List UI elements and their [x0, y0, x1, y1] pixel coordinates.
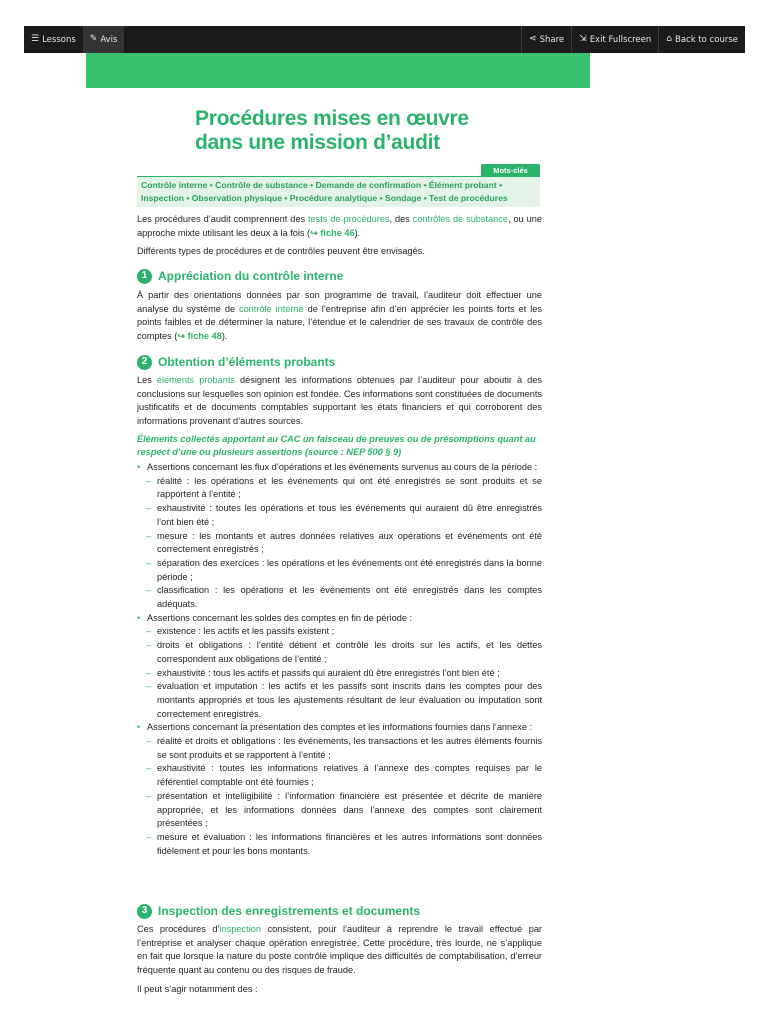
assertion-item: – classification : les opérations et les événements ont été enregistrés dans les comptes adéquats. — [137, 584, 542, 611]
assertion-item: – exhaustivité : tous les actifs et passifs qui auraient dû être enregistrés l’ont bien été ; — [137, 667, 542, 681]
section-1-heading — [137, 268, 542, 284]
section-number-badge: 3 — [137, 904, 152, 919]
section-3-paragraph-2: Il peut s’agir notamment des : — [137, 984, 258, 994]
back-to-course-button[interactable] — [659, 26, 745, 53]
section-3-title: Inspection des enregistrements et documents — [158, 904, 421, 918]
assertion-item: – mesure et évaluation : les informations financières et les autres informations sont données fidèlement et pour les bons montants. — [137, 831, 542, 858]
link-inspection[interactable]: inspection — [219, 924, 261, 934]
title-line-1: Procédures mises en œuvre — [195, 107, 469, 130]
section-1-title: Appréciation du contrôle interne — [158, 269, 344, 283]
section-1-text: À partir des orientations données par son programme de travail, l’auditeur doit effectuer une analyse du système de — [137, 290, 542, 314]
share-button[interactable] — [522, 26, 571, 53]
assertion-group: • Assertions concernant les soldes des comptes en fin de période : — [137, 612, 542, 626]
share-icon: ⋖ — [529, 34, 537, 44]
assertion-item: – exhaustivité : toutes les informations relatives à l’annexe des comptes requises par le référentiel comptable ont été fournies ; — [137, 762, 542, 789]
section-2-subtitle: Éléments collectés apportant au CAC un faisceau de preuves ou de présomptions quant au respect d’une ou plusieurs assertions (source : NEP 500 § 9) — [137, 434, 536, 457]
link-fiche-48[interactable]: ↪ fiche 48 — [177, 331, 222, 342]
viewer-toolbar — [24, 26, 745, 53]
intro-paragraph — [137, 213, 542, 240]
intro-text: ). — [354, 227, 361, 238]
link-tests-de-procedures[interactable]: tests de procédures — [308, 214, 390, 224]
notes-label: Avis — [100, 34, 118, 45]
section-2-heading — [137, 354, 542, 370]
exit-fullscreen-button[interactable] — [572, 26, 658, 53]
section-2-text: désignent les informations obtenues par l’auditeur pour aboutir à des conclusions sur lesquelles son opinion est fondée. Ces informations sont constituées de documents justificatifs et de documents comptables supportant les états financiers et qui corroborent des informations provenant d’autres sources. — [137, 375, 542, 427]
home-icon: ⌂ — [666, 34, 672, 44]
section-2-title: Obtention d’éléments probants — [158, 355, 336, 369]
assertion-item: – mesure : les montants et autres données relatives aux opérations et événements ont été correctement enregistrés ; — [137, 530, 542, 557]
assertion-group: • Assertions concernant les flux d’opérations et les événements survenus au cours de la période : — [137, 461, 542, 475]
title-line-2: dans une mission d’audit — [195, 131, 440, 154]
section-2-text: Les — [137, 375, 157, 385]
assertion-item: – présentation et intelligibilité : l’information financière est présentée et décrite de manière appropriée, et les informations données dans l’annexe des comptes sont clairement présentées ; — [137, 790, 542, 831]
assertion-item: – évaluation et imputation : les actifs et les passifs sont inscrits dans les comptes pour des montants appropriés et tous les ajustements résultant de leur évaluation ou imputation sont correctement enregistrés. — [137, 680, 542, 721]
keywords-box — [137, 176, 540, 207]
keywords-line-2: Inspection • Observation physique • Procédure analytique • Sondage • Test de procédures — [141, 192, 508, 203]
link-elements-probants[interactable]: éléments probants — [156, 375, 235, 385]
back-to-course-label: Back to course — [675, 34, 738, 45]
pencil-icon: ✎ — [89, 34, 98, 44]
section-3-heading — [137, 903, 542, 919]
exit-icon: ⇲ — [579, 34, 587, 44]
notes-button[interactable] — [83, 26, 125, 53]
section-3-text: consistent, pour l’auditeur à reprendre le travail effectué par l’entreprise et analyser chaque opération enregistrée. Cette procédure, très lourde, ne s’applique en fait que lorsque la nature du poste contrôlé implique des difficultés de comptabilisation, d’erreur fréquente quant au contenu ou des risques de fraude. — [137, 924, 542, 976]
section-3-paragraph — [137, 923, 542, 978]
intro-text: , des — [389, 214, 413, 224]
intro-paragraph-2: Différents types de procédures et de contrôles peuvent être envisagés. — [137, 246, 425, 256]
exit-fullscreen-label: Exit Fullscreen — [589, 34, 652, 45]
assertion-item: – réalité : les opérations et les événements qui ont été enregistrés se sont produits et se rapportent à l’entité ; — [137, 475, 542, 502]
intro-text: Les procédures d’audit comprennent des — [137, 214, 308, 224]
link-controles-de-substance[interactable]: contrôles de substance — [412, 214, 508, 224]
assertions-list — [137, 461, 542, 858]
share-label: Share — [539, 34, 565, 45]
assertion-item: – réalité et droits et obligations : les événements, les transactions et les autres éléments fournis se sont produits et se rapportent à l’entité ; — [137, 735, 542, 762]
section-1-text: ). — [221, 331, 228, 342]
assertion-item: – droits et obligations : l’entité détient et contrôle les droits sur les actifs, et les dettes correspondent aux obligations de l’entité ; — [137, 639, 542, 666]
page-header-band — [86, 53, 590, 88]
section-3-text: Ces procédures d’ — [137, 924, 220, 934]
page-title — [195, 107, 535, 155]
intro-text: , ou une approche mixte utilisant les deux à la fois ( — [137, 214, 542, 238]
assertion-item: – existence : les actifs et les passifs existent ; — [137, 625, 542, 639]
assertion-item: – exhaustivité : toutes les opérations et tous les événements qui auraient dû être enregistrés l’ont bien été ; — [137, 502, 542, 529]
assertion-item: – séparation des exercices : les opérations et les événements ont été enregistrés dans la bonne période ; — [137, 557, 542, 584]
section-1-paragraph — [137, 289, 542, 344]
keywords-line-1: Contrôle interne • Contrôle de substance • Demande de confirmation • Élément probant • — [141, 180, 503, 190]
lessons-button[interactable] — [24, 26, 83, 53]
section-number-badge: 2 — [137, 355, 152, 370]
section-1-text: de l’entreprise afin d’en apprécier les points forts et les points faibles et de déterminer la nature, l’étendue et le calendrier de ses travaux de contrôle des comptes ( — [137, 303, 542, 342]
lessons-label: Lessons — [42, 34, 76, 45]
link-controle-interne[interactable]: contrôle interne — [238, 303, 304, 314]
keywords-tag: Mots-clés — [481, 164, 540, 177]
section-2-paragraph — [137, 374, 542, 429]
section-number-badge: 1 — [137, 269, 152, 284]
assertion-group: • Assertions concernant la présentation des comptes et les informations fournies dans l’annexe : — [137, 721, 542, 735]
link-fiche-46[interactable]: ↪ fiche 46 — [310, 227, 355, 238]
menu-icon: ☰ — [31, 34, 40, 44]
